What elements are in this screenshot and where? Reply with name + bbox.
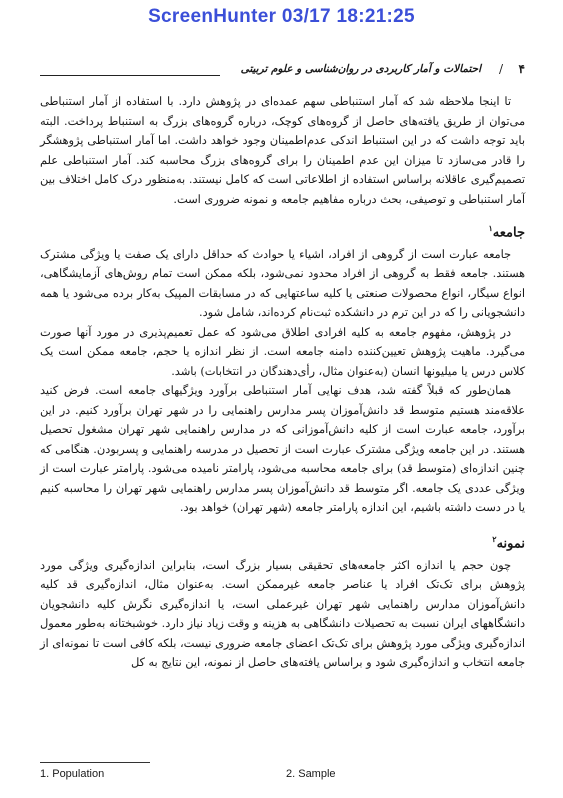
header-separator: / xyxy=(498,62,503,76)
body-paragraph: همان‌طور که قبلاً گفته شد، هدف نهایی آمار استنباطی برآورد ویژگیهای جامعه است. فرض کنید علاقه‌مند هستیم متوسط قد دانش‌آموزان پسر مدارس راهنمایی را در شهر تهران برآورد کنیم. در این برآورد، جامعه عبارت است از کلیه دانش‌آموزانی که در مدارس راهنمایی شهر تهران مشغول تحصیل هستند. در این جامعه ویژگی مشترک عبارت است از تحصیل در مدرسه راهنمایی و پسربودن. هنگامی که چنین اندازه‌ای (متوسط قد) برای جامعه محاسبه می‌شود، پارامتر نامیده می‌شود. پارامتر عبارت است از ویژگی عددی یک جامعه. اگر متوسط قد دانش‌آموزان پسر مدارس راهنمایی شهر تهران را محاسبه کنیم یا در دست داشته باشیم، این اندازه پارامتر جامعه (شهر تهران) خواهد بود. xyxy=(40,384,525,515)
intro-paragraph: تا اینجا ملاحظه شد که آمار استنباطی سهم عمده‌ای در پژوهش دارد. با استفاده از آمار استنباطی می‌توان از طریق یافته‌های حاصل از گروه‌های کوچک، درباره گروه‌های بزرگ به استنباط پرداخت. البته باید توجه داشت که در این استنباط اندکی عدم‌اطمینان وجود خواهد داشت. اما آمار استنباطی پژوهشگر را قادر می‌سازد تا میزان این عدم اطمینان را برای گروه‌های بزرگ محاسبه کند. آمار استنباطی علم تصمیم‌گیری عاقلانه براساس استفاده از اطلاعاتی است که کامل نیستند. به‌منظور درک کامل اختلاف بین آمار استنباطی و توصیفی، بحث درباره مفاهیم جامعه و نمونه ضروری است. xyxy=(40,95,525,206)
screenhunter-watermark: ScreenHunter 03/17 18:21:25 xyxy=(148,6,415,27)
footnote-mark: ۲ xyxy=(492,533,497,544)
body-paragraph: در پژوهش، مفهوم جامعه به کلیه افرادی اطلاق می‌شود که عمل تعمیم‌پذیری در مورد آنها صورت می‌گیرد. ماهیت پژوهش تعیین‌کننده دامنه جامعه است. از نظر اندازه یا حجم، جامعه ممکن است یک کلاس درس یا میلیونها انسان (به‌عنوان مثال، رأی‌دهندگان در انتخابات) باشد. xyxy=(40,325,525,378)
footnote-2: 2. Sample xyxy=(286,768,336,780)
body-paragraph: جامعه عبارت است از گروهی از افراد، اشیاء یا حوادث که حداقل دارای یک صفت یا ویژگی مشترک هستند. جامعه فقط به گروهی از افراد محدود نمی‌شود، بلکه ممکن است تمام روش‌های آزمایشگاهی، انواع سیگار، انواع محصولات صنعتی یا کلیه ساعتهایی که در مسابقات المپیک به‌کار برده می‌شود یا همه دانشجویانی را که در این ترم در دانشکده ثبت‌نام کرده‌اند، شامل شود. xyxy=(40,247,525,320)
running-title: احتمالات و آمار کاربردی در روان‌شناسی و علوم تربیتی xyxy=(240,63,481,75)
section-heading-population xyxy=(40,219,525,243)
page-body xyxy=(40,92,525,673)
header-rule xyxy=(40,75,220,76)
section-title-text: نمونه xyxy=(496,536,525,552)
section-title-text: جامعه xyxy=(492,225,525,241)
page-number: ۴ xyxy=(518,62,525,76)
body-paragraph: چون حجم یا اندازه اکثر جامعه‌های تحقیقی بسیار بزرگ است، بنابراین اندازه‌گیری ویژگی مورد پژوهش برای تک‌تک افراد یا عناصر جامعه غیرممکن است. به‌عنوان مثال، اندازه‌گیری قد کلیه دانش‌آموزان مدارس راهنمایی شهر تهران غیرعملی است، یا اندازه‌گیری نگرش کلیه دانشجویان دانشگاههای ایران نسبت به تحصیلات دانشگاهی به هزینه و وقت زیاد نیاز دارد. خوشبختانه به‌طور معمول اندازه‌گیری ویژگی مورد پژوهش برای تک‌تک اعضای جامعه ضروری نیست، بلکه کافی است تا نمونه‌ای از جامعه انتخاب و اندازه‌گیری شود و براساس یافته‌های حاصل از نمونه، این نتایج به کل xyxy=(40,558,525,670)
section-heading-sample xyxy=(40,530,525,554)
footnote-1: 1. Population xyxy=(40,768,105,780)
footnote-mark: ۱ xyxy=(488,223,493,233)
footnote-rule xyxy=(40,762,150,763)
page-header xyxy=(40,62,525,82)
